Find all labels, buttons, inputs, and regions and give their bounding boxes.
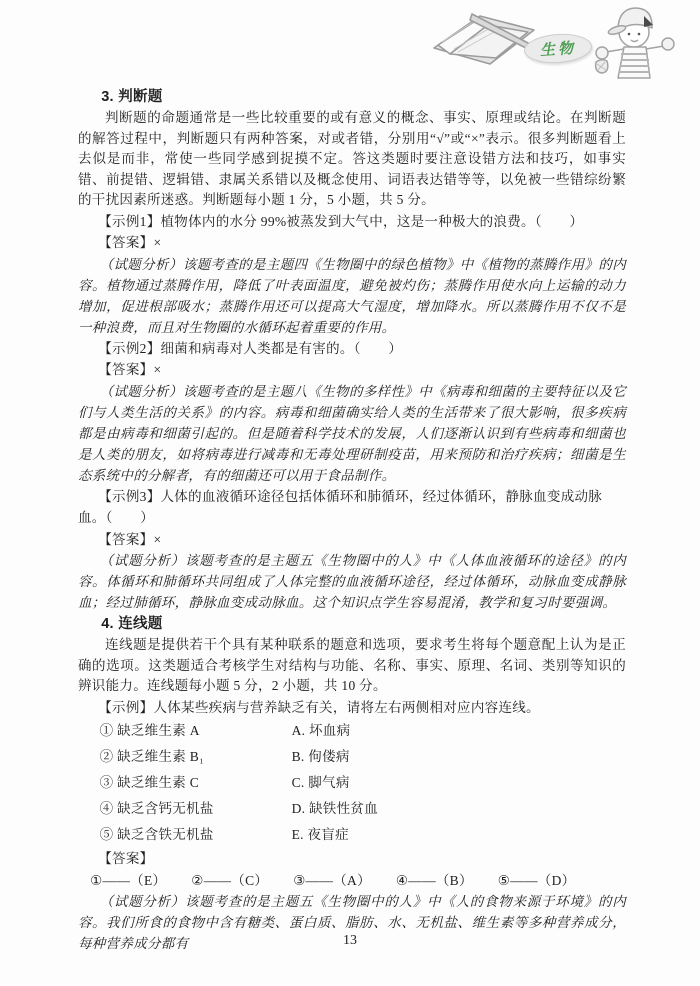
example-3-analysis: （试题分析）该题考查的是主题五《生物圈中的人》中《人体血液循环的途径》的内容。体循环和肺循环共同组成了人体完整的血液循环途径，经过体循环，动脉血变成静脉血；经过肺循环，静脉血变成动脉血。这个知识点学生容易混淆，教学和复习时要强调。 — [78, 553, 626, 610]
boy-eye-right — [638, 33, 641, 36]
section-3-intro: 判断题的命题通常是一些比较重要的或有意义的概念、事实、原理或结论。在判断题的解答过程中，判断题只有两种答案，对或者错，分别用“√”或“×”表示。很多判断题看上去似是而非，常使一些同学感到捉摸不定。答这类题时要注意设错方法和技巧，如事实错、前提错、逻辑错、隶属关系错以及概念使用、词语表达错等等，以免被一些错综纷繁的干扰因素所迷惑。判断题每小题 1 分，5 小题，共 5 分。 — [78, 110, 626, 207]
match-item-4: ④ 缺乏含钙无机盐 — [99, 801, 214, 816]
page-number: 13 — [343, 933, 357, 948]
boy-torso — [618, 47, 650, 78]
example-1-answer: 【答案】× — [98, 235, 162, 250]
matching-answer-label: 【答案】 — [98, 851, 154, 866]
answer-pair-4: ④——（B） — [395, 872, 473, 888]
answer-pair-1: ①——（E） — [90, 872, 167, 888]
boy-eye-left — [628, 33, 631, 36]
open-book-pen-icon — [428, 2, 540, 74]
matching-answer-line — [78, 870, 626, 892]
match-row — [100, 796, 626, 822]
boy-fist-left — [596, 47, 608, 59]
match-option-c: C. 脚气病 — [291, 775, 350, 790]
answer-pair-3: ③——（A） — [293, 872, 371, 888]
match-row — [100, 718, 626, 744]
match-row — [100, 822, 626, 848]
example-2-analysis: （试题分析）该题考查的是主题八《生物的多样性》中《病毒和细菌的主要特征以及它们与人类生活的关系》的内容。病毒和细菌确实给人类的生活带来了很大影响，很多疾病都是由病毒和细菌引起的。但是随着科学技术的发展，人们逐渐认识到有些病毒和细菌也是人类的朋友，如将病毒进行减毒和无毒处理研制疫苗，用来预防和治疗疾病；细菌是生态系统中的分解者，有的细菌还可以用于食品制作。 — [78, 383, 626, 483]
match-item-5: ⑤ 缺乏含铁无机盐 — [99, 827, 214, 842]
section-4-example-title: 【示例】人体某些疾病与营养缺乏有关，请将左右两侧相对应内容连线。 — [98, 699, 540, 715]
example-3-answer: 【答案】× — [98, 531, 162, 547]
match-item-1: ① 缺乏维生素 A — [99, 723, 200, 738]
section-4-title: 4. 连线题 — [101, 616, 163, 632]
cartoon-student-icon — [588, 0, 678, 82]
match-row — [100, 744, 626, 770]
matching-exercise — [78, 718, 626, 848]
section-3-title: 3. 判断题 — [101, 89, 163, 105]
example-1-analysis: （试题分析）该题考查的是主题四《生物圈中的绿色植物》中《植物的蒸腾作用》的内容。植物通过蒸腾作用，降低了叶表面温度，避免被灼伤；蒸腾作用使水向上运输的动力增加，促进根部吸水；蒸腾作用还可以提高大气湿度，增加降水。所以蒸腾作用不仅不是一种浪费，而且对生物圈的水循环起着重要的作用。 — [78, 256, 626, 335]
example-3-question: 【示例3】人体的血液循环途径包括体循环和肺循环，经过体循环，静脉血变成动脉血。（ ） — [78, 488, 603, 525]
answer-pair-5: ⑤——（D） — [497, 872, 576, 888]
header-illustration — [428, 0, 678, 82]
matching-analysis: （试题分析）该题考查的是主题五《生物圈中的人》中《人的食物来源于环境》的内容。我们所食的食物中含有糖类、蛋白质、脂肪、水、无机盐、维生素等多种营养成分，每种营养成分都有 — [78, 894, 626, 951]
match-item-2: ② 缺乏维生素 B₁ — [99, 749, 205, 764]
boy-fist-right — [662, 38, 674, 50]
match-option-d: D. 缺铁性贫血 — [291, 801, 378, 816]
page-content — [78, 86, 626, 954]
example-2-answer: 【答案】× — [98, 362, 162, 377]
match-item-3: ③ 缺乏维生素 C — [99, 775, 200, 790]
match-option-e: E. 夜盲症 — [291, 827, 349, 842]
match-row — [100, 770, 626, 796]
subject-badge-label: 生物 — [539, 39, 577, 60]
section-4-intro: 连线题是提供若干个具有某种联系的题意和选项，要求考生将每个题意配上认为是正确的选项。这类题适合考核学生对结构与功能、名称、事实、原理、名词、类别等知识的辨识能力。连线题每小题 5 分，2 小题，共 10 分。 — [78, 637, 626, 693]
example-1-question: 【示例1】植物体内的水分 99%被蒸发到大气中，这是一种极大的浪费。（ ） — [98, 213, 584, 229]
match-option-b: B. 佝偻病 — [291, 749, 350, 764]
match-option-a: A. 坏血病 — [291, 723, 351, 738]
example-2-question: 【示例2】细菌和病毒对人类都是有害的。（ ） — [98, 340, 403, 356]
answer-pair-2: ②——（C） — [191, 872, 269, 888]
